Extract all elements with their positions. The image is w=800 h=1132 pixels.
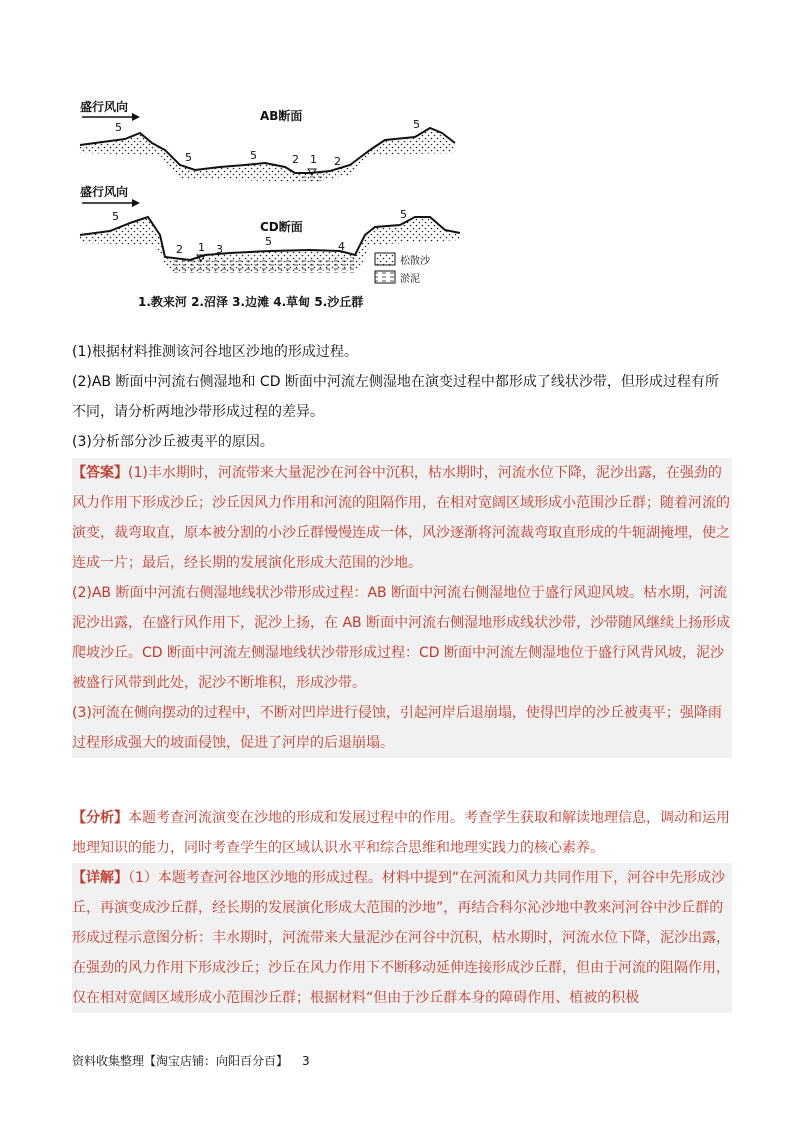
title-ab: AB断面 (260, 109, 303, 123)
ab-num: 5 (115, 121, 122, 134)
cd-num: 5 (112, 210, 119, 223)
page-number: 3 (302, 1054, 310, 1068)
legend-loose-sand-swatch (375, 253, 395, 265)
question-2: (2)AB 断面中河流右侧湿地和 CD 断面中河流左侧湿地在演变过程中都形成了线状沙带，但形成过程有所不同，请分析两地沙带形成过程的差异。 (72, 374, 719, 420)
question-1: (1)根据材料推测该河谷地区沙地的形成过程。 (72, 344, 358, 360)
cd-num: 5 (265, 235, 272, 248)
answer-block (72, 458, 732, 758)
cd-num: 5 (400, 208, 407, 221)
ab-num: 5 (413, 118, 420, 131)
page-footer (72, 1052, 310, 1069)
cd-num: 3 (216, 243, 223, 256)
legend-loose-sand: 松散沙 (400, 256, 430, 267)
analysis-text: 本题考查河流演变在沙地的形成和发展过程中的作用。考查学生获取和解读地理信息，调动和运用地理知识的能力，同时考查学生的区域认识水平和综合思维和地理实践力的核心素养。 (72, 810, 730, 856)
legend-silt-swatch (375, 271, 395, 283)
cross-section-figure (70, 95, 470, 317)
questions (72, 337, 732, 457)
answer-3: (3)河流在侧向摆动的过程中，不断对凹岸进行侵蚀，引起河岸后退崩塌，使得凹岸的沙丘被夷平；强降雨过程形成强大的坡面侵蚀，促进了河岸的后退崩塌。 (72, 705, 722, 751)
analysis-tag: 【分析】 (72, 810, 128, 826)
detail-tag: 【详解】 (72, 870, 128, 886)
legend-silt: 淤泥 (400, 274, 420, 285)
figure-caption: 1.教来河 2.沼泽 3.边滩 4.草甸 5.沙丘群 (138, 295, 364, 309)
cd-num: 4 (338, 240, 345, 253)
answer-1: (1)丰水期时，河流带来大量泥沙在河谷中沉积，枯水期时，河流水位下降，泥沙出露，在强劲的风力作用下形成沙丘；沙丘因风力作用和河流的阻隔作用，在相对宽阔区域形成小范围沙丘群；随着河流的演变，裁弯取直，原本被分割的小沙丘群慢慢连成一体，风沙逐渐将河流裁弯取直形成的牛轭湖掩埋，使之连成一片；最后，经长期的发展演化形成大范围的沙地。 (72, 465, 730, 571)
question-3: (3)分析部分沙丘被夷平的原因。 (72, 434, 274, 450)
ab-num: 2 (292, 153, 299, 166)
ab-num: 2 (334, 155, 341, 168)
ab-num: 1 (310, 153, 317, 166)
ab-sand-fill (80, 128, 455, 183)
answer-2: (2)AB 断面中河流右侧湿地线状沙带形成过程：AB 断面中河流右侧湿地位于盛行风迎风坡。枯水期，河流泥沙出露，在盛行风作用下，泥沙上扬，在 AB 断面中河流右侧湿地形成线状沙带，沙带随风继续上扬形成爬坡沙丘。CD 断面中河流左侧湿地线状沙带形成过程：CD 断面中河流左侧湿地位于盛行风背风坡，泥沙被盛行风带到此处，泥沙不断堆积，形成沙带。 (72, 585, 731, 691)
title-cd: CD断面 (260, 220, 303, 234)
ab-num: 5 (185, 151, 192, 164)
analysis-block (72, 803, 732, 863)
detail-block (72, 863, 732, 1013)
wind-label-cd: 盛行风向 (80, 185, 129, 199)
cd-num: 1 (198, 241, 205, 254)
answer-tag: 【答案】 (72, 465, 128, 481)
cd-num: 2 (176, 243, 183, 256)
footer-text: 资料收集整理【淘宝店铺：向阳百分百】 (72, 1054, 289, 1068)
ab-num: 5 (250, 149, 257, 162)
detail-text: （1）本题考查河谷地区沙地的形成过程。材料中提到“在河流和风力共同作用下，河谷中先形成沙丘，再演变成沙丘群，经长期的发展演化形成大范围的沙地”，再结合科尔沁沙地中教来河河谷中沙丘群的形成过程示意图分析：丰水期时，河流带来大量泥沙在河谷中沉积，枯水期时，河流水位下降，泥沙出露，在强劲的风力作用下形成沙丘；沙丘在风力作用下不断移动延伸连接形成沙丘群，但由于河流的阻隔作用，仅在相对宽阔区域形成小范围沙丘群；根据材料“但由于沙丘群本身的障碍作用、植被的积极 (72, 870, 730, 1006)
wind-label-ab: 盛行风向 (80, 100, 129, 114)
